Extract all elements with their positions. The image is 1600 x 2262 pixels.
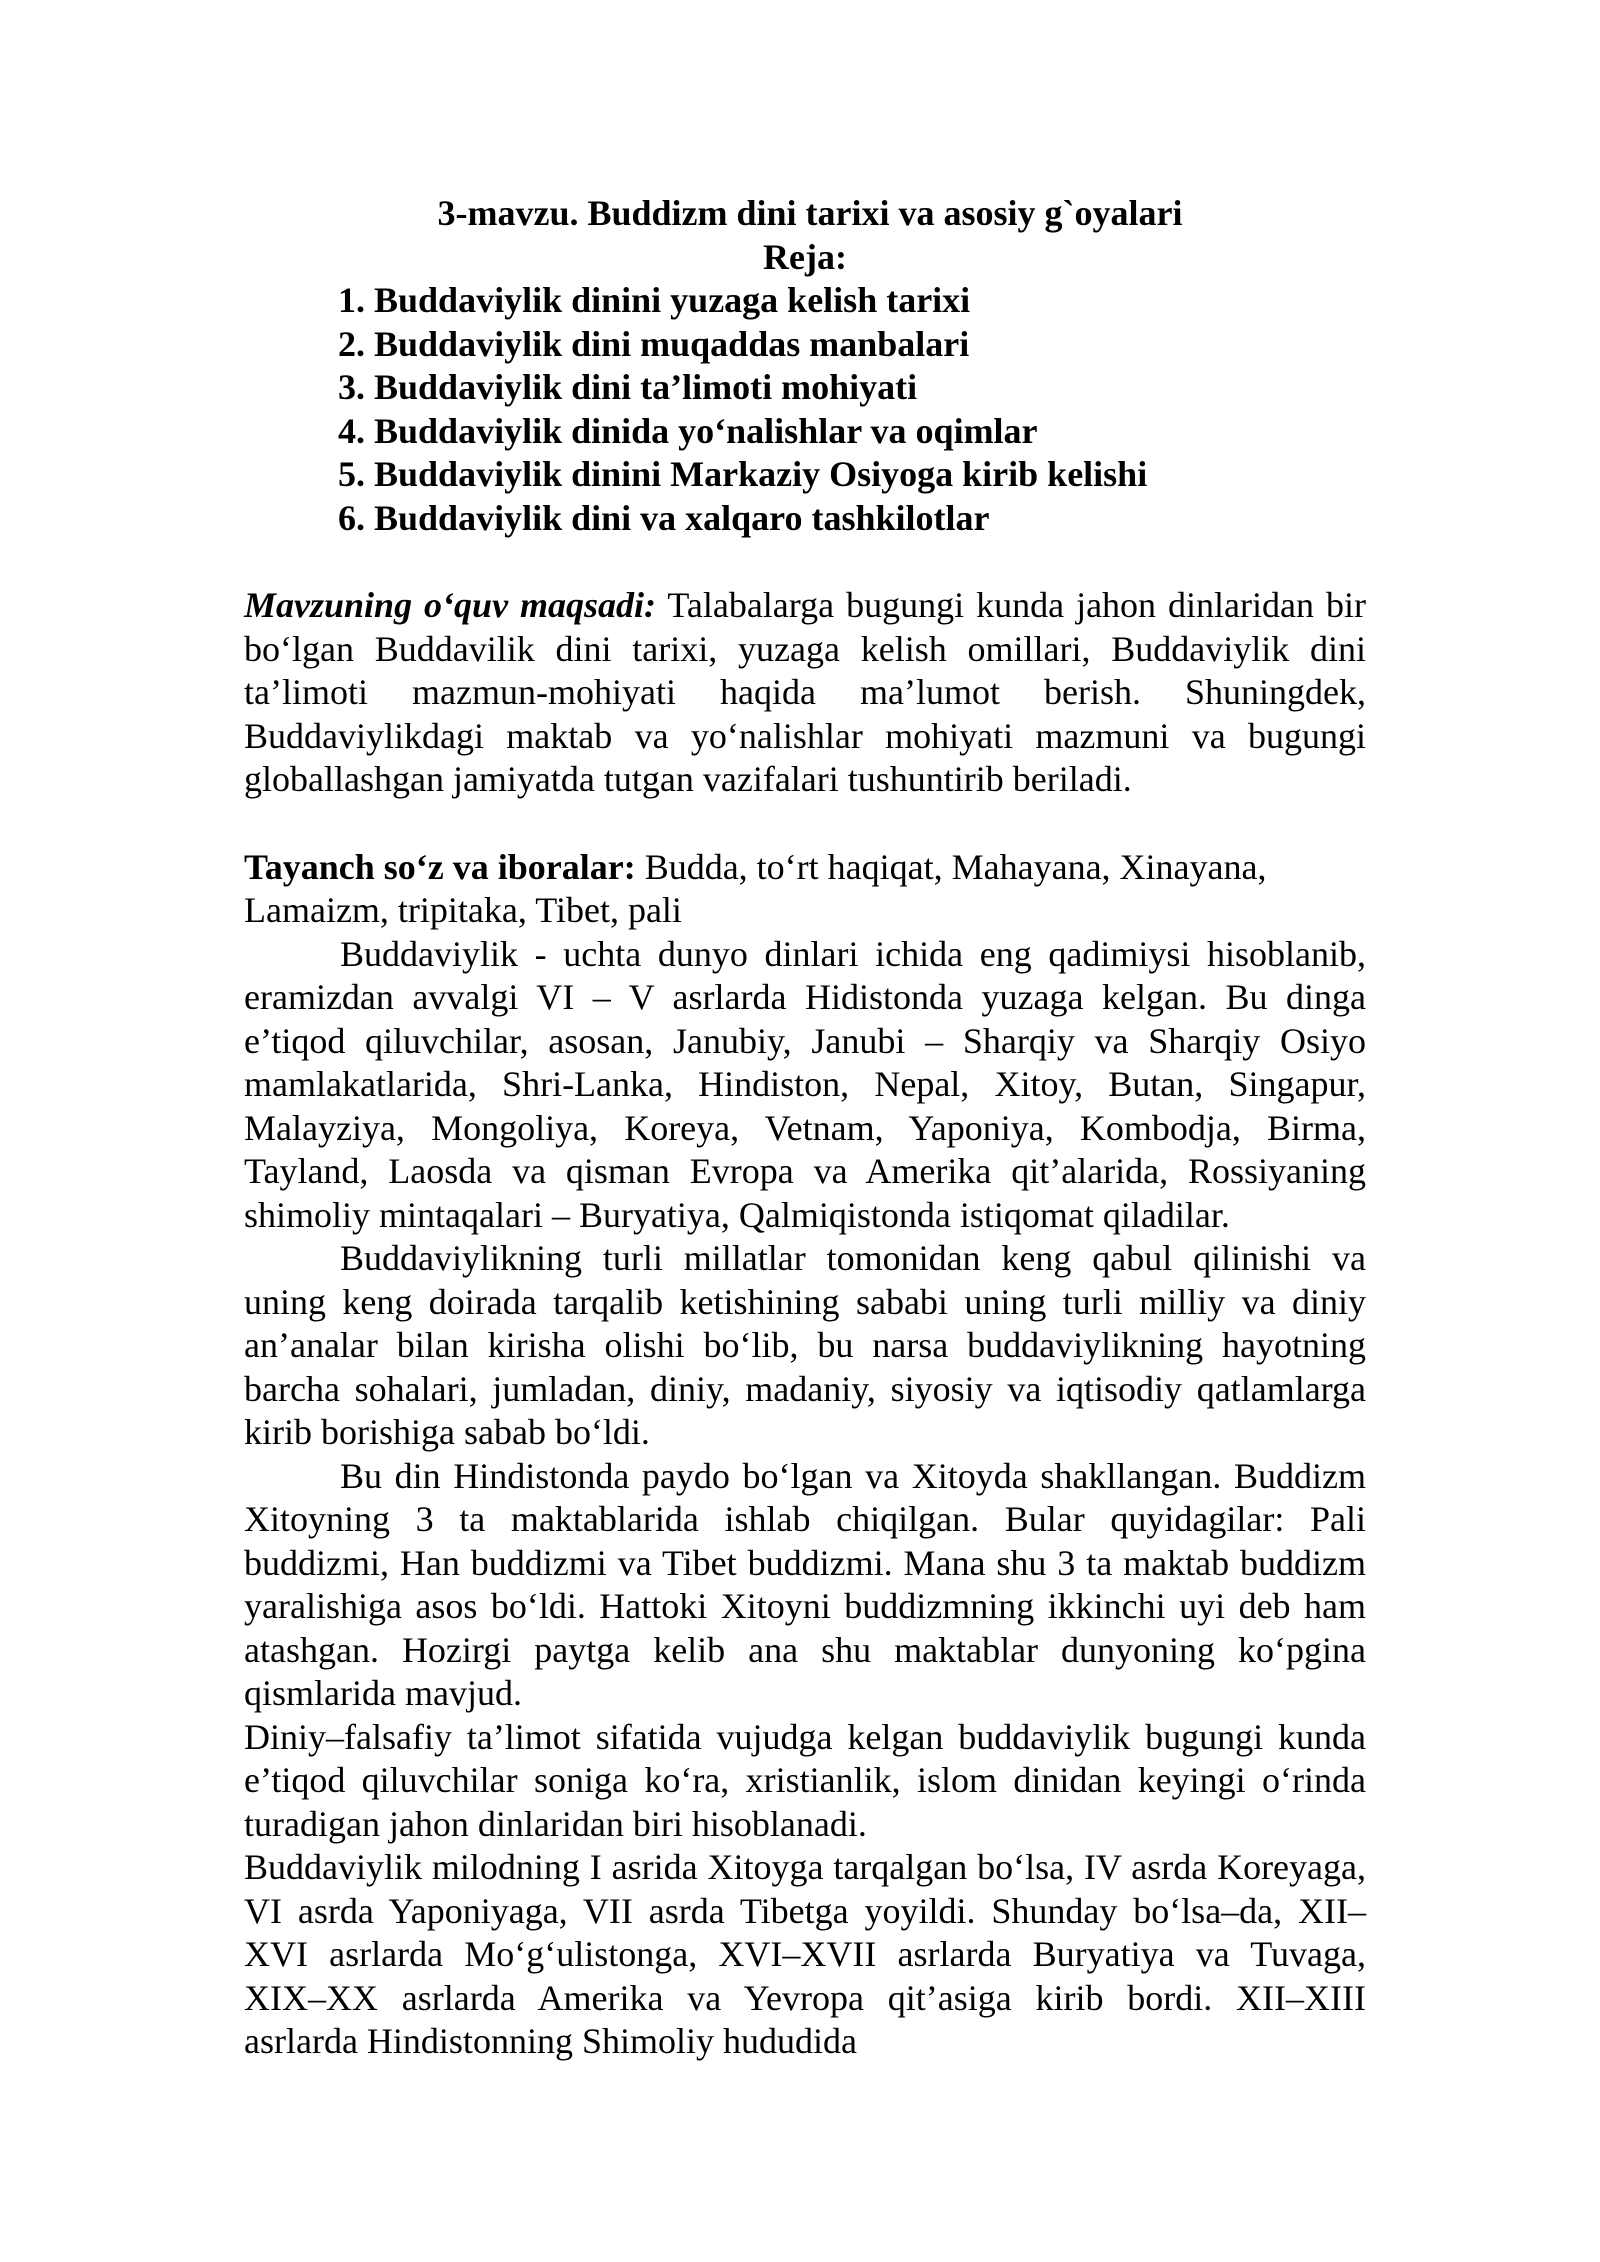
body-paragraph: Buddaviylik milodning I asrida Xitoyga tarqalgan bo‘lsa, IV asrda Koreyaga, VI asrda Yaponiyaga, VII asrda Tibetga yoyildi. Shunday bo‘lsa–da, XII–XVI asrlarda Mo‘g‘ulistonga, XVI–XVII asrlarda Buryatiya va Tuvaga, XIX–XX asrlarda Amerika va Yevropa qit’asiga kirib bordi. XII–XIII asrlarda Hindistonning Shimoliy hududida	[244, 1847, 1366, 2061]
plan-heading: Reja:	[763, 236, 847, 277]
body-paragraph: Bu din Hindistonda paydo bo‘lgan va Xitoyda shakllangan. Buddizm Xitoyning 3 ta maktablarida ishlab chiqilgan. Bular quyidagilar: Pali buddizmi, Han buddizmi va Tibet buddizmi. Mana shu 3 ta maktab buddizm yaralishiga asos bo‘ldi. Hattoki Xitoyni buddizmning ikkinchi uyi deb ham atashgan. Hozirgi paytga kelib ana shu maktablar dunyoning ko‘pgina qismlarida mavjud.	[244, 1455, 1366, 1713]
body-paragraph: Buddaviylik - uchta dunyo dinlari ichida eng qadimiysi hisoblanib, eramizdan avvalgi VI – V asrlarda Hidistonda yuzaga kelgan. Bu dinga e’tiqod qiluvchilar, asosan, Janubiy, Janubi – Sharqiy va Sharqiy Osiyo mamlakatlarida, Shri-Lanka, Hindiston, Nepal, Xitoy, Butan, Singapur, Malayziya, Mongoliya, Koreya, Vetnam, Yaponiya, Kombodja, Birma, Tayland, Laosda va qisman Evropa va Amerika qit’alarida, Rossiyaning shimoliy mintaqalari – Buryatiya, Qalmiqistonda istiqomat qiladilar.	[244, 933, 1366, 1235]
keywords-text: Budda, to‘rt haqiqat, Mahayana, Xinayana, Lamaizm, tripitaka, Tibet, pali	[244, 846, 1267, 930]
plan-item: 4. Buddaviylik dinida yo‘nalishlar va oqimlar	[338, 410, 1038, 451]
learning-goal-paragraph	[244, 584, 1366, 802]
plan-item: 3. Buddaviylik dini ta’limoti mohiyati	[338, 367, 918, 407]
keywords-label: Tayanch so‘z va iboralar:	[244, 846, 636, 887]
learning-goal-label: Mavzuning o‘quv maqsadi:	[244, 585, 657, 625]
learning-goal-text: Talabalarga bugungi kunda jahon dinlaridan bir bo‘lgan Buddavilik dini tarixi, yuzaga kelish omillari, Buddaviylik dini ta’limoti mazmun-mohiyati haqida ma’lumot berish. Shuningdek, Buddaviylikdagi maktab va yo‘nalishlar mohiyati mazmuni va bugungi globallashgan jamiyatda tutgan vazifalari tushuntirib beriladi.	[244, 585, 1366, 799]
plan-item: 6. Buddaviylik dini va xalqaro tashkilotlar	[338, 497, 990, 538]
document-title: 3-mavzu. Buddizm dini tarixi va asosiy g`oyalari	[437, 193, 1183, 233]
plan-item: 1. Buddaviylik dinini yuzaga kelish tarixi	[338, 280, 971, 320]
document-page	[244, 192, 1366, 2064]
plan-item: 2. Buddaviylik dini muqaddas manbalari	[338, 323, 970, 364]
plan-item: 5. Buddaviylik dinini Markaziy Osiyoga kirib kelishi	[338, 454, 1148, 494]
body-paragraph: Buddaviylikning turli millatlar tomonidan keng qabul qilinishi va uning keng doirada tarqalib ketishining sababi uning turli milliy va diniy an’analar bilan kirisha olishi bo‘lib, bu narsa buddaviylikning hayotning barcha sohalari, jumladan, diniy, madaniy, siyosiy va iqtisodiy qatlamlarga kirib borishiga sabab bo‘ldi.	[244, 1238, 1366, 1452]
body-paragraph: Diniy–falsafiy ta’limot sifatida vujudga kelgan buddaviylik bugungi kunda e’tiqod qiluvchilar soniga ko‘ra, xristianlik, islom dinidan keyingi o‘rinda turadigan jahon dinlaridan biri hisoblanadi.	[244, 1716, 1366, 1844]
plan-list	[244, 279, 1366, 540]
keywords-paragraph	[244, 846, 1366, 933]
